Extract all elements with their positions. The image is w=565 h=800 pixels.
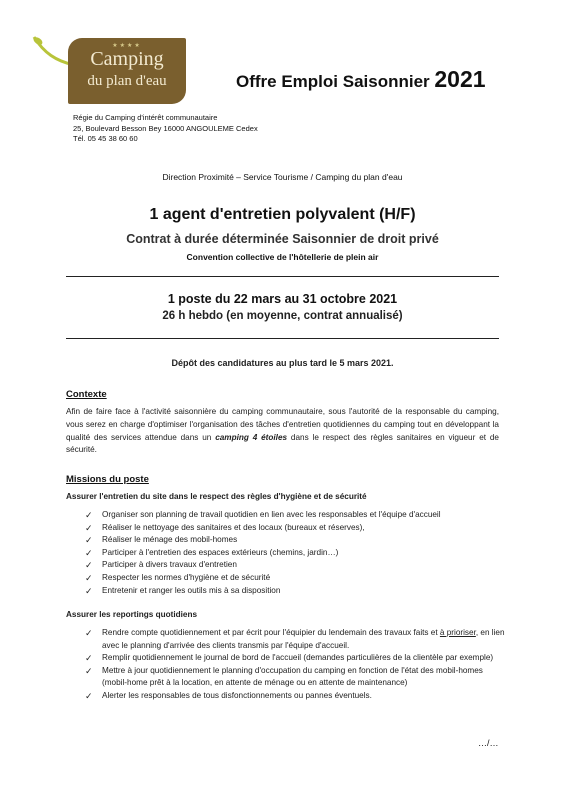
item-text-underlined: à prioriser <box>439 628 476 637</box>
list-item-text: Réaliser le nettoyage des sanitaires et des locaux (bureaux et réserves), <box>102 522 365 532</box>
check-icon: ✓ <box>85 547 93 558</box>
check-icon: ✓ <box>85 535 93 546</box>
list-item <box>85 585 505 598</box>
section-title-missions: Missions du poste <box>66 474 149 485</box>
list-item <box>85 559 505 572</box>
list-item <box>85 534 505 547</box>
page-continuation: …/… <box>478 738 499 748</box>
list-item-text: Remplir quotidiennement le journal de bord de l'accueil (demandes particulières de la clientèle par exemple) <box>102 653 494 663</box>
item-text-part: , en lien avec le planning d'arrivée des clients transmis par l'équipe d'accueil. <box>102 628 505 650</box>
list-item <box>85 665 505 690</box>
contract-type: Contrat à durée déterminée Saisonnier de droit privé <box>126 232 439 246</box>
logo-word-camping: Camping <box>90 48 164 70</box>
check-icon: ✓ <box>85 560 93 571</box>
list-item-text: Mettre à jour quotidiennement le planning d'occupation du camping en fonction de l'état des mobil-homes (mobil-home prêt à la location, en attente de ménage ou en attente de maintenance) <box>102 665 483 688</box>
contexte-emphasis: camping 4 étoiles <box>215 432 288 442</box>
headline-title: Offre Emploi Saisonnier <box>236 72 430 91</box>
missions-group1-heading: Assurer l'entretien du site dans le respect des règles d'hygiène et de sécurité <box>66 492 367 501</box>
contexte-text-2: dans le respect des règles sanitaires en vigueur et de sécurité. <box>66 432 499 455</box>
job-title: 1 agent d'entretien polyvalent (H/F) <box>149 206 416 223</box>
missions-group2-list <box>85 627 505 703</box>
check-icon: ✓ <box>85 522 93 533</box>
list-item-text: Alerter les responsables de tous disfonctionnements ou pannes éventuels. <box>102 690 372 700</box>
item-text-part: Rendre compte quotidiennement et par écrit pour l'équipier du lendemain des travaux faits et <box>102 628 440 637</box>
logo-word-plan-eau: du plan d'eau <box>87 73 167 89</box>
check-icon: ✓ <box>85 510 93 520</box>
direction-line: Direction Proximité – Service Tourisme / Camping du plan d'eau <box>162 172 403 182</box>
address-line-2: 25, Boulevard Besson Bey 16000 ANGOULEME Cedex <box>73 123 258 133</box>
list-item-text: Organiser son planning de travail quotidien en lien avec les responsables et l'équipe d'accueil <box>102 510 441 519</box>
list-item <box>85 690 505 703</box>
list-item-text: Participer à divers travaux d'entretien <box>102 560 237 570</box>
position-period: 1 poste du 22 mars au 31 octobre 2021 <box>167 292 398 306</box>
divider-bottom <box>66 338 499 339</box>
check-icon: ✓ <box>85 628 93 638</box>
check-icon: ✓ <box>85 690 93 701</box>
list-item <box>85 572 505 585</box>
list-item-text: Respecter les normes d'hygiène et de sécurité <box>102 572 271 582</box>
camping-logo <box>68 38 186 104</box>
list-item-text <box>102 627 505 652</box>
section-title-contexte: Contexte <box>66 389 107 400</box>
contexte-text-1: Afin de faire face à l'activité saisonnière du camping communautaire, sous l'autorité de la responsable du camping, vous serez en charge d'optimiser l'organisation des tâches d'entretien quotidiennes du camping tout en développant la qualité des services attendue dans un <box>66 407 499 442</box>
check-icon: ✓ <box>85 585 93 596</box>
list-item-text: Participer à l'entretien des espaces extérieurs (chemins, jardin…) <box>102 547 339 557</box>
application-deadline: Dépôt des candidatures au plus tard le 5 mars 2021. <box>171 358 394 368</box>
employer-address <box>73 113 258 145</box>
missions-group1-list <box>85 509 505 597</box>
list-item <box>85 652 505 665</box>
divider-top <box>66 276 499 277</box>
address-line-1: Régie du Camping d'intérêt communautaire <box>73 113 218 122</box>
list-item <box>85 509 505 522</box>
check-icon: ✓ <box>85 572 93 583</box>
headline-year: 2021 <box>434 66 486 92</box>
list-item <box>85 522 505 535</box>
check-icon: ✓ <box>85 665 93 676</box>
missions-group2-heading: Assurer les reportings quotidiens <box>66 610 198 619</box>
address-line-3: Tél. 05 45 38 60 60 <box>73 134 138 143</box>
offer-headline <box>236 66 486 93</box>
list-item <box>85 627 505 652</box>
collective-convention: Convention collective de l'hôtellerie de plein air <box>186 252 379 262</box>
list-item-text: Réaliser le ménage des mobil-homes <box>102 535 238 545</box>
check-icon: ✓ <box>85 653 93 664</box>
list-item <box>85 547 505 560</box>
list-item-text: Entretenir et ranger les outils mis à sa disposition <box>102 585 281 595</box>
logo-stars: ★★★★ <box>112 43 142 49</box>
contexte-paragraph <box>66 406 499 457</box>
weekly-hours: 26 h hebdo (en moyenne, contrat annualisé) <box>162 310 403 322</box>
